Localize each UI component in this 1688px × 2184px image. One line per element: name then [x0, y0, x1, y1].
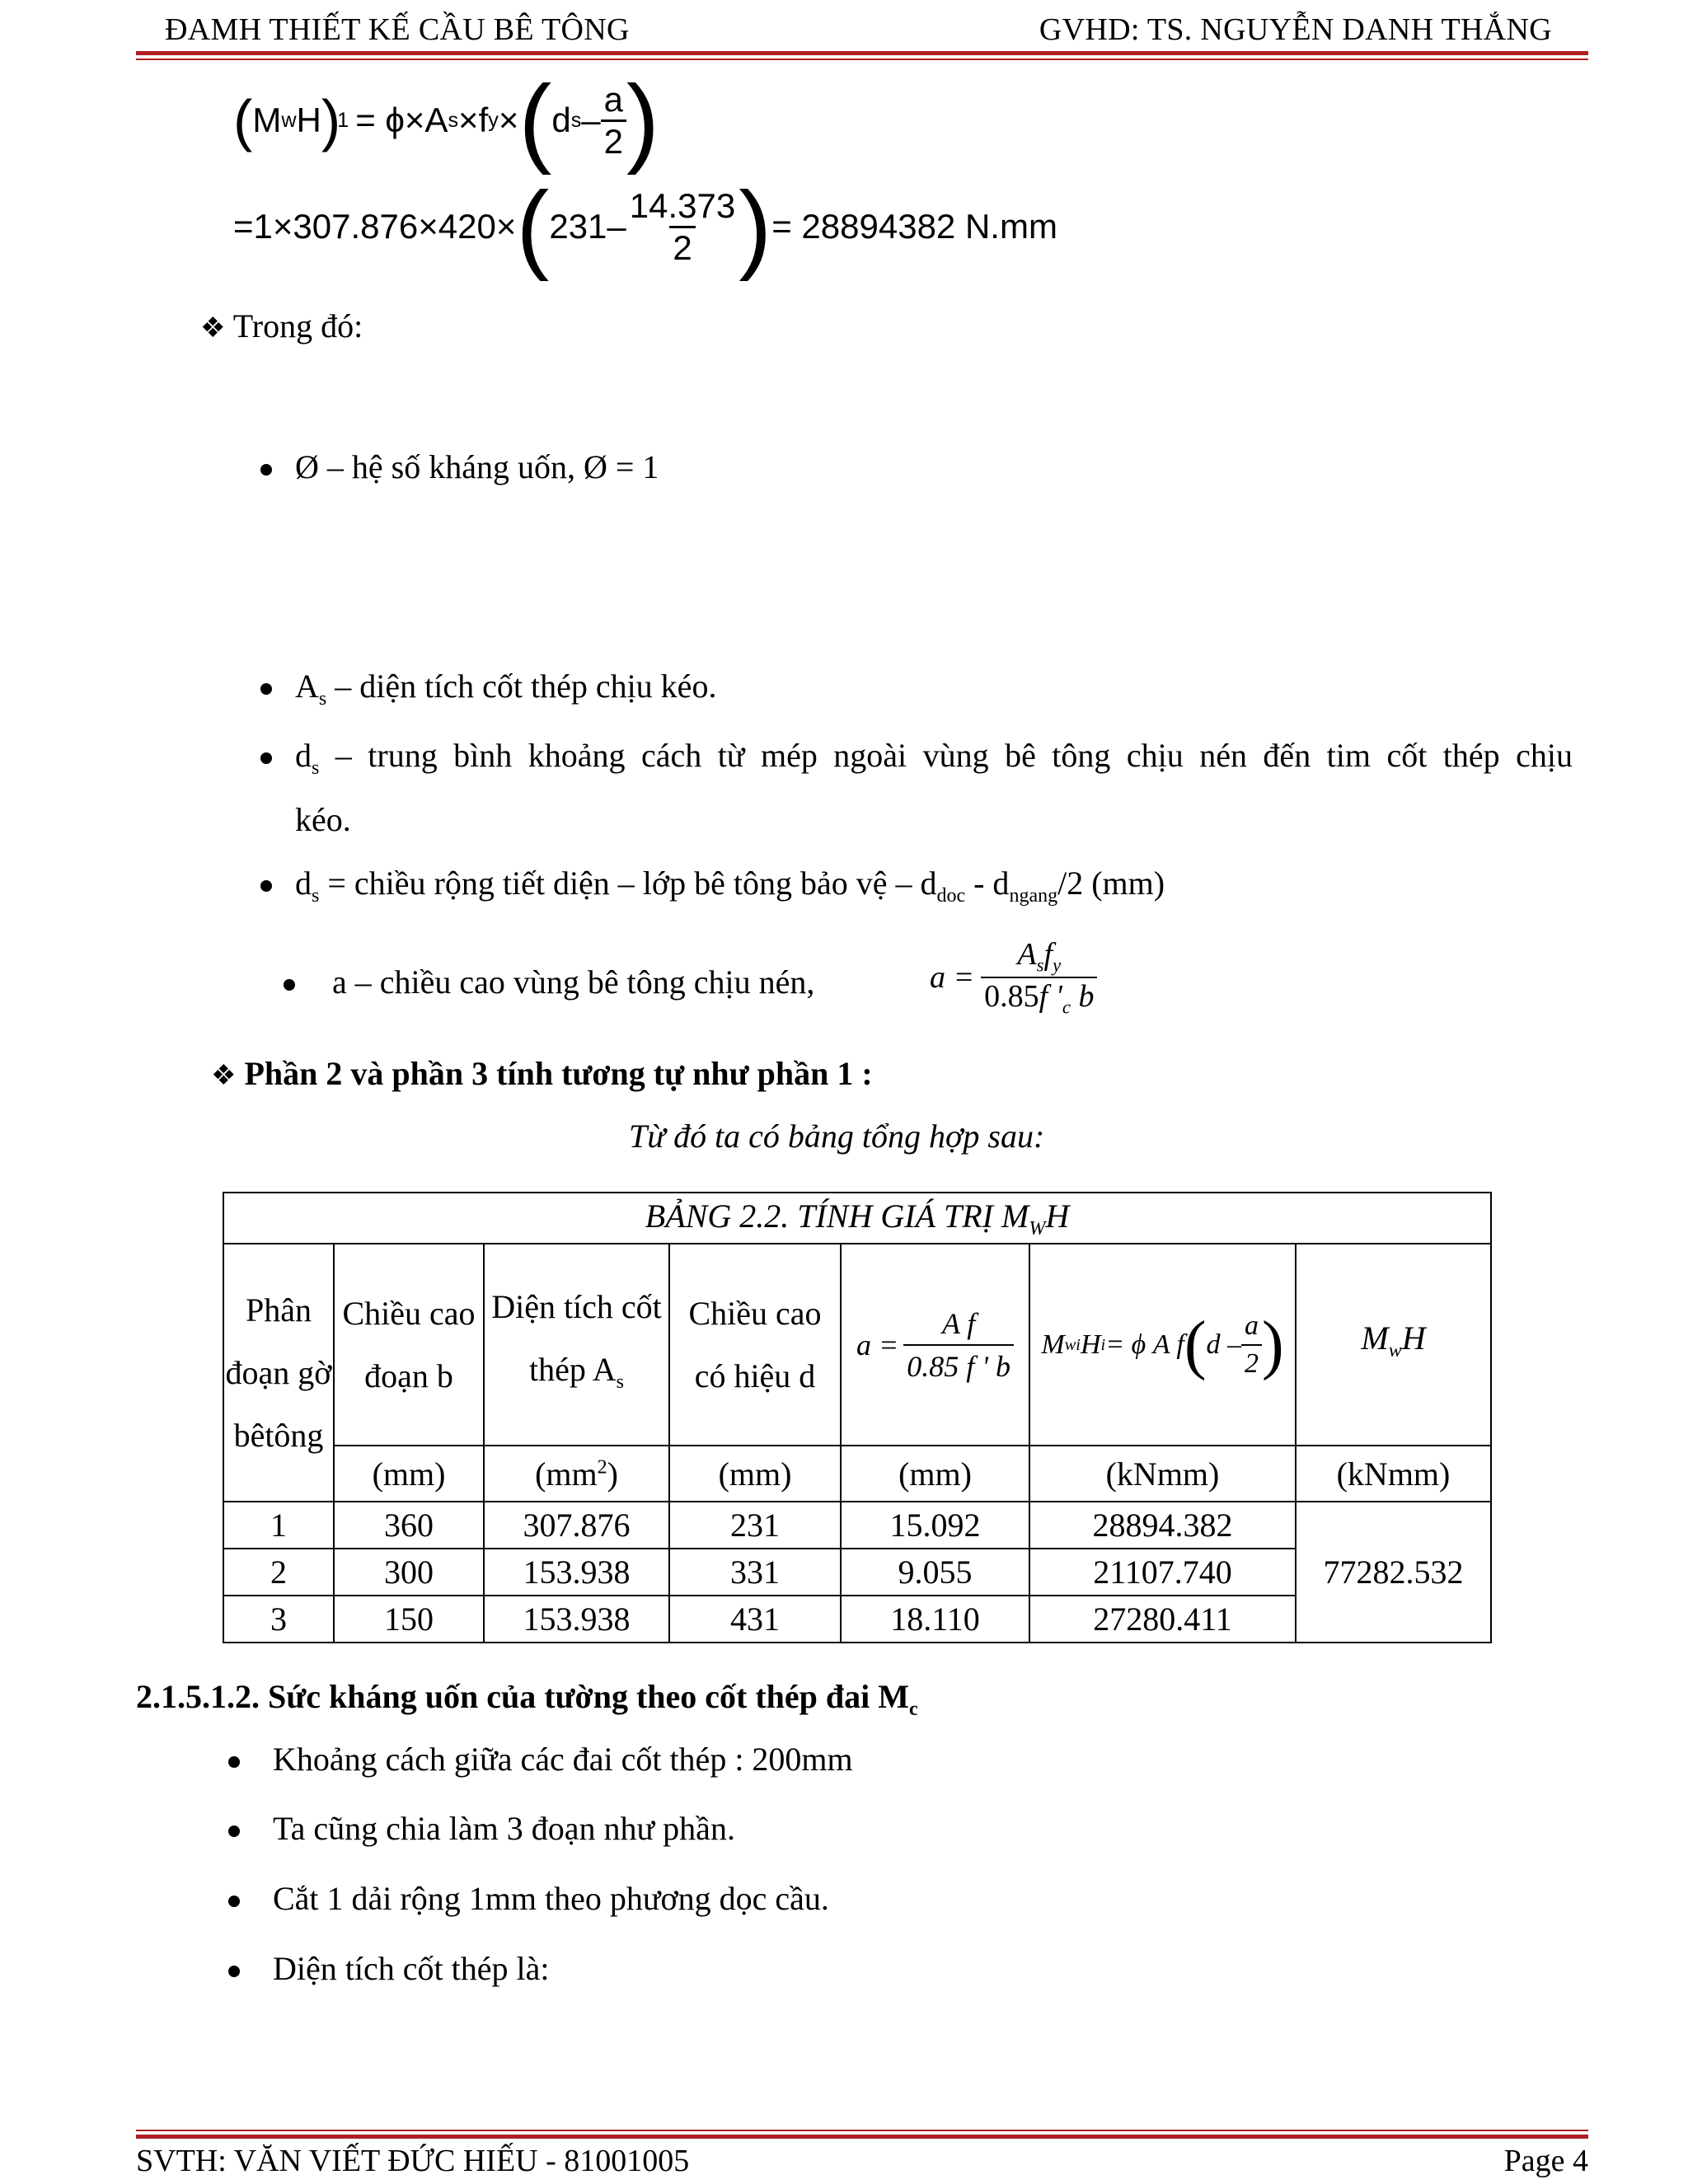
frac-den: 2 — [601, 120, 626, 162]
big-close-paren-2: ) — [738, 171, 772, 282]
section-item: Diện tích cốt thép là: — [273, 1950, 550, 1987]
formula-lhs-h: H — [296, 101, 321, 139]
formula2-231: 231– — [549, 207, 626, 246]
formula-fy-sub: y — [488, 108, 499, 132]
bullet-icon — [260, 752, 272, 764]
formula-minus: – — [581, 101, 601, 139]
formula2-frac — [626, 186, 738, 268]
phan-heading — [211, 1054, 873, 1093]
section-item: Khoảng cách giữa các đai cốt thép : 200mm — [273, 1741, 853, 1778]
th-a-formula: a = $\frac{\text{A f}}{0.85 f ' b}$ — [841, 1244, 1029, 1446]
bullet-icon — [228, 1825, 240, 1837]
header-title: ĐAMH THIẾT KẾ CẦU BÊ TÔNG — [165, 12, 630, 47]
table-row: 3 150 153.938 431 18.110 27280.411 — [223, 1596, 1491, 1643]
bullet-icon — [260, 880, 272, 892]
formula-lhs-sub: w — [281, 108, 297, 132]
formula-ds: d — [551, 101, 571, 139]
frac2-num: 14.373 — [629, 185, 736, 225]
formula-lhs-index: 1 — [337, 108, 349, 132]
diamond-icon: ❖ — [211, 1061, 237, 1091]
bullet-icon — [228, 1756, 240, 1768]
footer-rule-thin — [136, 2130, 1588, 2131]
bullet-icon — [228, 1966, 240, 1977]
bullet-icon — [284, 979, 295, 991]
big-open-paren: ( — [518, 65, 552, 176]
unit-a: (mm) — [841, 1446, 1029, 1502]
bullet-ds-formula: $d_s$ = chiều rộng tiết diện – lớp bê tông bảo vệ – $d_{doc} - d_{ngang}/2$ (mm) — [295, 865, 1165, 907]
formula-frac — [601, 80, 626, 162]
formula-line-2 — [233, 173, 1057, 280]
table-caption: BẢNG 2.2. TÍNH GIÁ TRỊ $M_WH$ — [223, 1193, 1491, 1244]
unit-as: $(mm^2)$ — [484, 1446, 669, 1502]
th-mw-formula: M wi H i = ϕ A f ( d – $\frac{a}{2}$ ) — [1029, 1244, 1296, 1446]
frac-num: a — [603, 79, 624, 119]
unit-mwh: (kNmm) — [1296, 1446, 1491, 1502]
table-row: 1 360 307.876 231 15.092 28894.382 77282.532 — [223, 1502, 1491, 1549]
formula-times: × — [498, 101, 519, 139]
footer-author: SVTH: VĂN VIẾT ĐỨC HIẾU - 81001005 — [136, 2144, 690, 2178]
formula-line-1 — [233, 65, 659, 176]
bullet-ds-cont: kéo. — [295, 801, 351, 838]
formula-lhs-m: M — [252, 101, 282, 139]
section-item: Cắt 1 dải rộng 1mm theo phương dọc cầu. — [273, 1880, 829, 1917]
formula-as-sub: s — [448, 108, 459, 132]
th-d: Chiều cao có hiệu d — [669, 1244, 841, 1446]
bullet-as: $A_s$ – diện tích cốt thép chịu kéo. — [295, 668, 717, 710]
bullet-icon — [228, 1896, 240, 1907]
unit-b: (mm) — [334, 1446, 484, 1502]
open-paren: ( — [233, 88, 253, 152]
formula2-prefix: =1×307.876×420× — [233, 207, 517, 246]
trong-do-heading — [200, 307, 363, 345]
bullet-ds: $d_s$ – trung bình khoảng cách từ mép ngoài vùng bê tông chịu nén đến tim cốt thép chịu — [295, 737, 1573, 779]
formula2-result: = 28894382 N.mm — [771, 207, 1057, 246]
frac2-den: 2 — [669, 226, 695, 268]
th-b: Chiều cao đoạn b — [334, 1244, 484, 1446]
unit-mw: (kNmm) — [1029, 1446, 1296, 1502]
phan-text: Phần 2 và phần 3 tính tương tự như phần 1 : — [244, 1055, 873, 1092]
big-open-paren-2: ( — [516, 171, 550, 282]
formula-rhs-prefix: = ϕ×A — [355, 101, 448, 139]
close-paren: ) — [321, 88, 341, 152]
header-rule — [136, 51, 1588, 55]
big-close-paren: ) — [626, 65, 659, 176]
unit-d: (mm) — [669, 1446, 841, 1502]
summary-table — [223, 1192, 1492, 1643]
bullet-phi: Ø – hệ số kháng uốn, Ø = 1 — [295, 448, 659, 485]
header-rule-thin — [136, 59, 1588, 60]
a-formula: a = $\frac{A_sf_y}{0.85f '_c b}$ — [930, 936, 1097, 1018]
trong-do-text: Trong đó: — [232, 307, 363, 344]
header-instructor: GVHD: TS. NGUYỄN DANH THẮNG — [1039, 12, 1552, 47]
table-total: 77282.532 — [1296, 1502, 1491, 1643]
formula-ds-sub: s — [570, 108, 582, 132]
bullet-icon — [260, 464, 272, 476]
table-row: 2 300 153.938 331 9.055 21107.740 — [223, 1549, 1491, 1596]
formula-rhs-mid: ×f — [458, 101, 489, 139]
section-item: Ta cũng chia làm 3 đoạn như phần. — [273, 1810, 735, 1847]
th-mwh: $M_wH$ — [1296, 1244, 1491, 1446]
th-phan-doan: Phân đoạn gờ bêtông — [223, 1244, 334, 1502]
bullet-icon — [260, 683, 272, 695]
bullet-a: a – chiều cao vùng bê tông chịu nén, — [332, 963, 815, 1001]
diamond-icon: ❖ — [200, 313, 226, 344]
page-number: Page 4 — [1503, 2144, 1588, 2178]
section-heading: 2.1.5.1.2. Sức kháng uốn của tường theo cốt thép đai $M_c$ — [136, 1678, 918, 1720]
th-as: Diện tích cốt thép $A_s$ — [484, 1244, 669, 1446]
tu-do-text: Từ đó ta có bảng tổng hợp sau: — [629, 1118, 1045, 1155]
footer-rule — [136, 2135, 1588, 2139]
